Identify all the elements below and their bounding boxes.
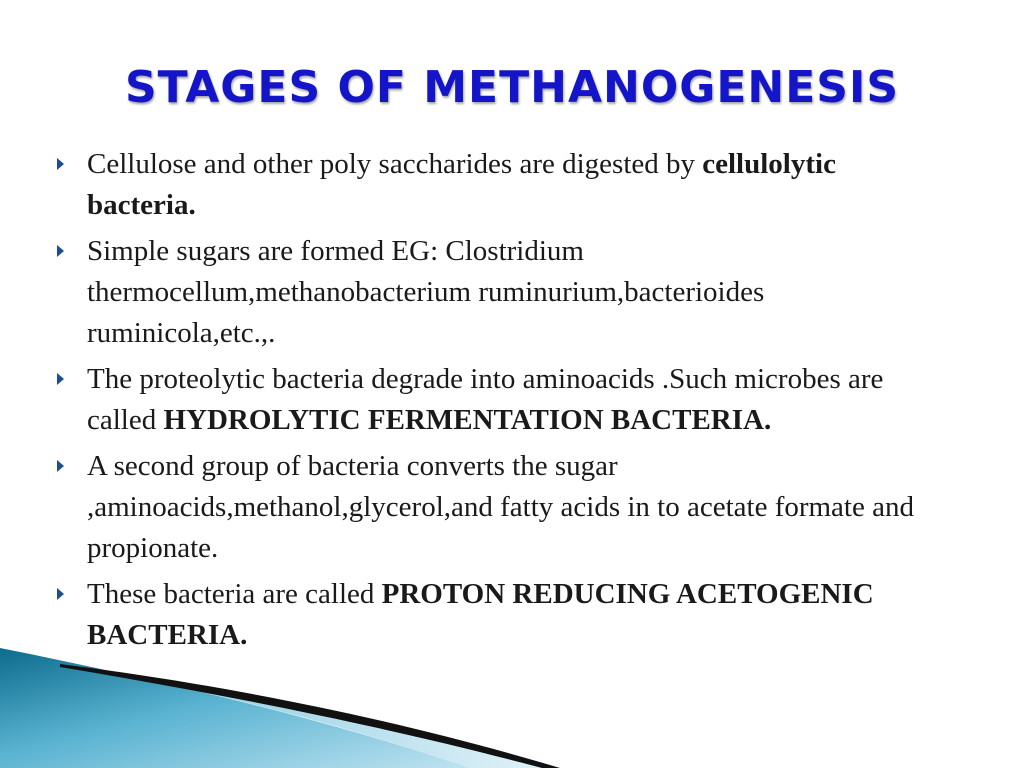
triangle-bullet-icon bbox=[57, 158, 64, 170]
bullet-text: Cellulose and other poly saccharides are digested by bbox=[87, 148, 703, 180]
bullet-bold-text: cellulolytic bacteria. bbox=[87, 148, 836, 221]
bullet-item bbox=[55, 144, 915, 226]
bullet-text: A second group of bacteria converts the sugar ,aminoacids,methanol,glycerol,and fatty acids in to acetate formate and propionate. bbox=[87, 450, 914, 564]
bullet-item bbox=[55, 231, 915, 354]
bullet-bold-text: HYDROLYTIC FERMENTATION BACTERIA. bbox=[163, 404, 772, 436]
bullet-text: The proteolytic bacteria degrade into aminoacids .Such microbes are called bbox=[87, 363, 884, 436]
bullet-list bbox=[55, 144, 915, 661]
bullet-bold-text: PROTON REDUCING ACETOGENIC BACTERIA. bbox=[87, 578, 874, 651]
triangle-bullet-icon bbox=[57, 245, 64, 257]
bullet-text: These bacteria are called bbox=[87, 578, 382, 610]
triangle-bullet-icon bbox=[57, 588, 64, 600]
triangle-bullet-icon bbox=[57, 460, 64, 472]
bullet-item bbox=[55, 359, 915, 441]
bullet-item bbox=[55, 446, 915, 569]
bullet-item bbox=[55, 574, 915, 656]
slide-title: STAGES OF METHANOGENESIS bbox=[124, 62, 900, 113]
triangle-bullet-icon bbox=[57, 373, 64, 385]
bullet-text: Simple sugars are formed EG: Clostridium thermocellum,methanobacterium ruminurium,bacterioides ruminicola,etc.,. bbox=[87, 235, 765, 349]
